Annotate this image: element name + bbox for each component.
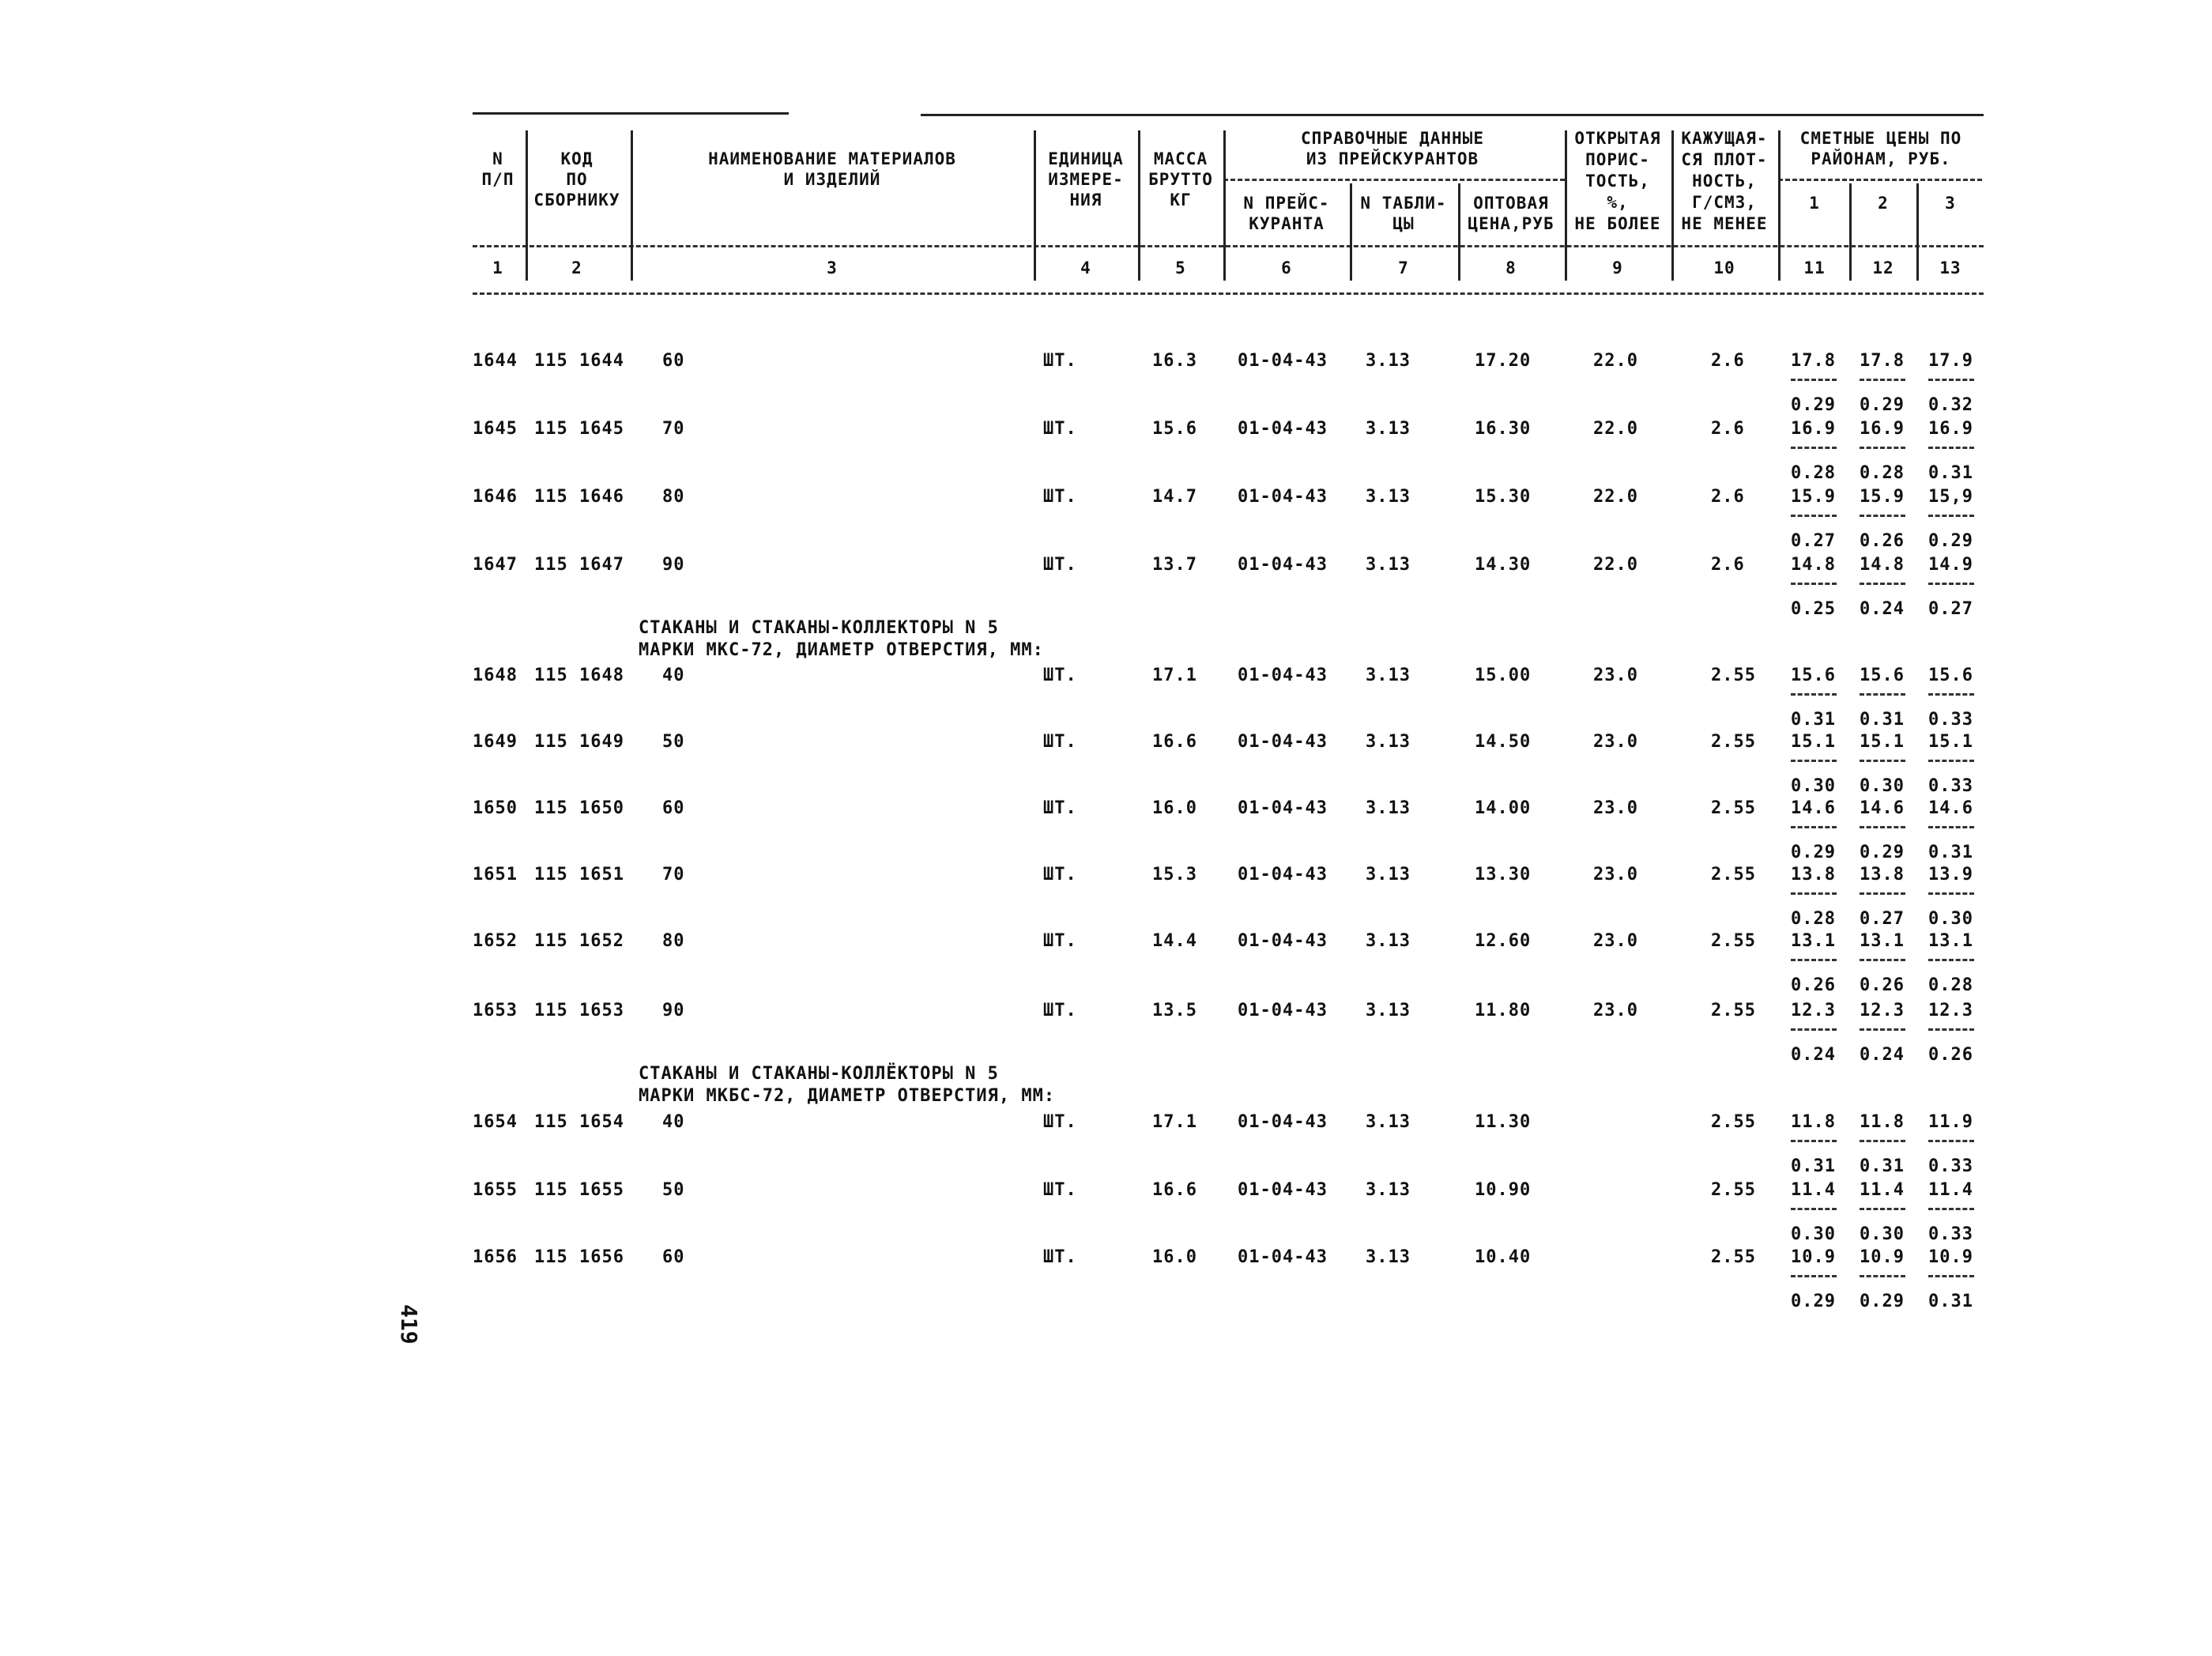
cell-z2: 13.1 bbox=[1860, 931, 1905, 951]
fraction-bar bbox=[1791, 892, 1837, 895]
cell-s1: 0.28 bbox=[1791, 909, 1836, 929]
cell-mass: 16.0 bbox=[1152, 798, 1197, 818]
cell-unit: ШТ. bbox=[1043, 1112, 1077, 1132]
cell-s3: 0.28 bbox=[1928, 975, 1973, 995]
cell-table: 3.13 bbox=[1366, 351, 1411, 371]
cell-unit: ШТ. bbox=[1043, 351, 1077, 371]
cell-s3: 0.31 bbox=[1928, 843, 1973, 862]
fraction-bar bbox=[1860, 515, 1905, 517]
cell-z3: 12.3 bbox=[1928, 1001, 1973, 1020]
cell-mass: 14.4 bbox=[1152, 931, 1197, 951]
cell-porosity: 22.0 bbox=[1593, 555, 1638, 575]
cell-s2: 0.27 bbox=[1860, 909, 1905, 929]
fraction-bar bbox=[1791, 447, 1837, 449]
cell-name: 60 bbox=[662, 351, 685, 371]
cell-z3: 11.4 bbox=[1928, 1180, 1973, 1200]
cell-z2: 14.8 bbox=[1860, 555, 1905, 575]
cell-unit: ШТ. bbox=[1043, 666, 1077, 685]
cell-kod: 115 1652 bbox=[534, 931, 624, 951]
cell-wholesale: 14.50 bbox=[1475, 732, 1532, 752]
cell-porosity: 23.0 bbox=[1593, 732, 1638, 752]
cell-table: 3.13 bbox=[1366, 419, 1411, 439]
cell-z3: 15.1 bbox=[1928, 732, 1973, 752]
fraction-bar bbox=[1791, 760, 1837, 762]
fraction-bar bbox=[1928, 447, 1974, 449]
cell-wholesale: 13.30 bbox=[1475, 865, 1532, 885]
cell-n: 1649 bbox=[473, 732, 518, 752]
cell-density: 2.6 bbox=[1711, 555, 1745, 575]
cell-density: 2.6 bbox=[1711, 487, 1745, 507]
fraction-bar bbox=[1791, 959, 1837, 961]
cell-kod: 115 1646 bbox=[534, 487, 624, 507]
cell-density: 2.55 bbox=[1711, 666, 1756, 685]
cell-z1: 12.3 bbox=[1791, 1001, 1836, 1020]
cell-unit: ШТ. bbox=[1043, 419, 1077, 439]
header-col-porosity: ОТКРЫТАЯ ПОРИС- ТОСТЬ, %, НЕ БОЛЕЕ bbox=[1574, 129, 1661, 233]
column-number: 13 bbox=[1939, 258, 1961, 277]
col-sep bbox=[526, 130, 528, 281]
header-sub-rule bbox=[473, 245, 1984, 247]
cell-wholesale: 10.90 bbox=[1475, 1180, 1532, 1200]
cell-name: 90 bbox=[662, 1001, 685, 1020]
cell-s3: 0.33 bbox=[1928, 1156, 1973, 1176]
cell-table: 3.13 bbox=[1366, 931, 1411, 951]
cell-s3: 0.31 bbox=[1928, 463, 1973, 483]
cell-porosity: 22.0 bbox=[1593, 419, 1638, 439]
col-sep bbox=[1138, 130, 1140, 281]
cell-unit: ШТ. bbox=[1043, 487, 1077, 507]
cell-n: 1656 bbox=[473, 1247, 518, 1267]
cell-z2: 11.4 bbox=[1860, 1180, 1905, 1200]
cell-z3: 15.6 bbox=[1928, 666, 1973, 685]
fraction-bar bbox=[1860, 447, 1905, 449]
cell-n: 1652 bbox=[473, 931, 518, 951]
cell-density: 2.55 bbox=[1711, 1112, 1756, 1132]
fraction-bar bbox=[1928, 515, 1974, 517]
cell-kod: 115 1655 bbox=[534, 1180, 624, 1200]
cell-density: 2.55 bbox=[1711, 1180, 1756, 1200]
page-number: 419 bbox=[396, 1304, 422, 1345]
cell-z3: 13.1 bbox=[1928, 931, 1973, 951]
cell-porosity: 22.0 bbox=[1593, 487, 1638, 507]
cell-s1: 0.31 bbox=[1791, 710, 1836, 730]
header-group-zones: СМЕТНЫЕ ЦЕНЫ ПО РАЙОНАМ, РУБ. bbox=[1799, 129, 1962, 168]
cell-n: 1653 bbox=[473, 1001, 518, 1020]
fraction-bar bbox=[1791, 1275, 1837, 1277]
header-zone-3: 3 bbox=[1945, 194, 1956, 213]
cell-n: 1648 bbox=[473, 666, 518, 685]
cell-s2: 0.29 bbox=[1860, 395, 1905, 415]
header-top-rule-left bbox=[473, 112, 789, 115]
header-col-density: КАЖУЩАЯ- СЯ ПЛОТ- НОСТЬ, Г/СМ3, НЕ МЕНЕЕ bbox=[1681, 129, 1768, 233]
cell-z1: 11.4 bbox=[1791, 1180, 1836, 1200]
cell-kod: 115 1651 bbox=[534, 865, 624, 885]
fraction-bar bbox=[1928, 583, 1974, 585]
cell-name: 40 bbox=[662, 1112, 685, 1132]
cell-name: 80 bbox=[662, 487, 685, 507]
cell-mass: 15.3 bbox=[1152, 865, 1197, 885]
cell-density: 2.6 bbox=[1711, 419, 1745, 439]
column-number: 1 bbox=[492, 258, 503, 277]
column-number: 5 bbox=[1175, 258, 1186, 277]
fraction-bar bbox=[1928, 760, 1974, 762]
cell-price-list: 01-04-43 bbox=[1238, 1112, 1328, 1132]
cell-s1: 0.30 bbox=[1791, 776, 1836, 796]
cell-wholesale: 16.30 bbox=[1475, 419, 1532, 439]
cell-porosity: 23.0 bbox=[1593, 666, 1638, 685]
cell-z2: 15.1 bbox=[1860, 732, 1905, 752]
col-sep bbox=[1223, 130, 1226, 281]
cell-s2: 0.31 bbox=[1860, 710, 1905, 730]
cell-z3: 14.6 bbox=[1928, 798, 1973, 818]
header-mid-rule-zones bbox=[1778, 179, 1982, 181]
cell-mass: 17.1 bbox=[1152, 1112, 1197, 1132]
cell-z2: 15.6 bbox=[1860, 666, 1905, 685]
cell-z1: 15.1 bbox=[1791, 732, 1836, 752]
fraction-bar bbox=[1928, 826, 1974, 828]
column-number: 4 bbox=[1080, 258, 1091, 277]
cell-table: 3.13 bbox=[1366, 555, 1411, 575]
cell-wholesale: 14.00 bbox=[1475, 798, 1532, 818]
cell-wholesale: 12.60 bbox=[1475, 931, 1532, 951]
column-number: 7 bbox=[1398, 258, 1409, 277]
cell-z1: 16.9 bbox=[1791, 419, 1836, 439]
cell-s2: 0.29 bbox=[1860, 1292, 1905, 1311]
cell-table: 3.13 bbox=[1366, 798, 1411, 818]
cell-s2: 0.28 bbox=[1860, 463, 1905, 483]
cell-z3: 11.9 bbox=[1928, 1112, 1973, 1132]
cell-z3: 10.9 bbox=[1928, 1247, 1973, 1267]
cell-s1: 0.30 bbox=[1791, 1224, 1836, 1244]
cell-kod: 115 1653 bbox=[534, 1001, 624, 1020]
cell-name: 90 bbox=[662, 555, 685, 575]
fraction-bar bbox=[1928, 693, 1974, 696]
cell-unit: ШТ. bbox=[1043, 1001, 1077, 1020]
cell-kod: 115 1649 bbox=[534, 732, 624, 752]
cell-s3: 0.27 bbox=[1928, 599, 1973, 619]
col-sep bbox=[1458, 183, 1460, 281]
cell-s3: 0.31 bbox=[1928, 1292, 1973, 1311]
cell-mass: 13.5 bbox=[1152, 1001, 1197, 1020]
cell-table: 3.13 bbox=[1366, 1247, 1411, 1267]
cell-name: 50 bbox=[662, 732, 685, 752]
cell-unit: ШТ. bbox=[1043, 1247, 1077, 1267]
cell-kod: 115 1647 bbox=[534, 555, 624, 575]
cell-z1: 10.9 bbox=[1791, 1247, 1836, 1267]
col-sep bbox=[1565, 130, 1567, 281]
fraction-bar bbox=[1928, 892, 1974, 895]
section-heading: СТАКАНЫ И СТАКАНЫ-КОЛЛЕКТОРЫ N 5 bbox=[639, 618, 999, 638]
cell-table: 3.13 bbox=[1366, 666, 1411, 685]
header-col-code: КОД ПО СБОРНИКУ bbox=[533, 149, 620, 209]
cell-porosity: 23.0 bbox=[1593, 865, 1638, 885]
column-number: 11 bbox=[1803, 258, 1826, 277]
fraction-bar bbox=[1860, 760, 1905, 762]
cell-z1: 15.6 bbox=[1791, 666, 1836, 685]
fraction-bar bbox=[1860, 1208, 1905, 1210]
cell-n: 1650 bbox=[473, 798, 518, 818]
cell-n: 1644 bbox=[473, 351, 518, 371]
section-heading: МАРКИ МКБС-72, ДИАМЕТР ОТВЕРСТИЯ, ММ: bbox=[639, 1086, 1056, 1106]
cell-z3: 15,9 bbox=[1928, 487, 1973, 507]
cell-density: 2.55 bbox=[1711, 931, 1756, 951]
cell-s1: 0.29 bbox=[1791, 1292, 1836, 1311]
cell-mass: 16.3 bbox=[1152, 351, 1197, 371]
cell-s1: 0.29 bbox=[1791, 395, 1836, 415]
cell-s2: 0.26 bbox=[1860, 531, 1905, 551]
cell-name: 60 bbox=[662, 798, 685, 818]
cell-kod: 115 1648 bbox=[534, 666, 624, 685]
cell-z1: 13.8 bbox=[1791, 865, 1836, 885]
cell-s3: 0.30 bbox=[1928, 909, 1973, 929]
cell-price-list: 01-04-43 bbox=[1238, 487, 1328, 507]
col-sep bbox=[631, 130, 633, 281]
cell-unit: ШТ. bbox=[1043, 555, 1077, 575]
cell-s1: 0.31 bbox=[1791, 1156, 1836, 1176]
cell-name: 70 bbox=[662, 865, 685, 885]
cell-price-list: 01-04-43 bbox=[1238, 555, 1328, 575]
header-col-mass: МАССА БРУТТО КГ bbox=[1148, 149, 1213, 209]
cell-s1: 0.29 bbox=[1791, 843, 1836, 862]
cell-mass: 15.6 bbox=[1152, 419, 1197, 439]
column-number: 9 bbox=[1612, 258, 1623, 277]
cell-table: 3.13 bbox=[1366, 1001, 1411, 1020]
cell-porosity: 22.0 bbox=[1593, 351, 1638, 371]
cell-wholesale: 15.30 bbox=[1475, 487, 1532, 507]
cell-wholesale: 14.30 bbox=[1475, 555, 1532, 575]
cell-price-list: 01-04-43 bbox=[1238, 732, 1328, 752]
fraction-bar bbox=[1791, 583, 1837, 585]
col-sep bbox=[1778, 130, 1781, 281]
cell-price-list: 01-04-43 bbox=[1238, 931, 1328, 951]
cell-unit: ШТ. bbox=[1043, 798, 1077, 818]
cell-density: 2.55 bbox=[1711, 1247, 1756, 1267]
cell-z2: 14.6 bbox=[1860, 798, 1905, 818]
cell-kod: 115 1645 bbox=[534, 419, 624, 439]
fraction-bar bbox=[1860, 959, 1905, 961]
section-heading: СТАКАНЫ И СТАКАНЫ-КОЛЛЁКТОРЫ N 5 bbox=[639, 1064, 999, 1084]
cell-unit: ШТ. bbox=[1043, 865, 1077, 885]
cell-wholesale: 11.80 bbox=[1475, 1001, 1532, 1020]
cell-mass: 17.1 bbox=[1152, 666, 1197, 685]
cell-s1: 0.27 bbox=[1791, 531, 1836, 551]
cell-z1: 15.9 bbox=[1791, 487, 1836, 507]
fraction-bar bbox=[1791, 693, 1837, 696]
cell-n: 1645 bbox=[473, 419, 518, 439]
fraction-bar bbox=[1791, 1208, 1837, 1210]
column-number: 6 bbox=[1281, 258, 1292, 277]
cell-z2: 12.3 bbox=[1860, 1001, 1905, 1020]
cell-mass: 16.6 bbox=[1152, 1180, 1197, 1200]
cell-table: 3.13 bbox=[1366, 865, 1411, 885]
cell-s2: 0.31 bbox=[1860, 1156, 1905, 1176]
cell-name: 60 bbox=[662, 1247, 685, 1267]
cell-z1: 14.8 bbox=[1791, 555, 1836, 575]
fraction-bar bbox=[1860, 693, 1905, 696]
cell-z3: 16.9 bbox=[1928, 419, 1973, 439]
cell-s3: 0.33 bbox=[1928, 710, 1973, 730]
section-heading: МАРКИ МКС-72, ДИАМЕТР ОТВЕРСТИЯ, ММ: bbox=[639, 640, 1044, 660]
cell-s1: 0.24 bbox=[1791, 1045, 1836, 1065]
fraction-bar bbox=[1791, 379, 1837, 381]
header-zone-2: 2 bbox=[1878, 194, 1889, 213]
cell-s2: 0.29 bbox=[1860, 843, 1905, 862]
cell-name: 40 bbox=[662, 666, 685, 685]
cell-density: 2.55 bbox=[1711, 798, 1756, 818]
cell-s2: 0.30 bbox=[1860, 776, 1905, 796]
cell-n: 1654 bbox=[473, 1112, 518, 1132]
fraction-bar bbox=[1928, 379, 1974, 381]
cell-price-list: 01-04-43 bbox=[1238, 351, 1328, 371]
cell-price-list: 01-04-43 bbox=[1238, 865, 1328, 885]
cell-z1: 13.1 bbox=[1791, 931, 1836, 951]
cell-mass: 14.7 bbox=[1152, 487, 1197, 507]
cell-name: 80 bbox=[662, 931, 685, 951]
header-col-table: N ТАБЛИ- ЦЫ bbox=[1360, 194, 1447, 233]
column-number: 2 bbox=[571, 258, 582, 277]
col-sep bbox=[1034, 130, 1036, 281]
header-zone-1: 1 bbox=[1809, 194, 1820, 213]
cell-wholesale: 11.30 bbox=[1475, 1112, 1532, 1132]
cell-price-list: 01-04-43 bbox=[1238, 1001, 1328, 1020]
fraction-bar bbox=[1791, 515, 1837, 517]
cell-n: 1651 bbox=[473, 865, 518, 885]
fraction-bar bbox=[1791, 826, 1837, 828]
cell-density: 2.55 bbox=[1711, 1001, 1756, 1020]
cell-porosity: 23.0 bbox=[1593, 798, 1638, 818]
fraction-bar bbox=[1791, 1140, 1837, 1142]
cell-kod: 115 1650 bbox=[534, 798, 624, 818]
cell-mass: 13.7 bbox=[1152, 555, 1197, 575]
cell-s3: 0.26 bbox=[1928, 1045, 1973, 1065]
cell-kod: 115 1654 bbox=[534, 1112, 624, 1132]
col-sep bbox=[1849, 183, 1852, 281]
cell-unit: ШТ. bbox=[1043, 931, 1077, 951]
header-col-number: N П/П bbox=[481, 149, 514, 189]
cell-s1: 0.26 bbox=[1791, 975, 1836, 995]
col-sep bbox=[1916, 183, 1919, 281]
cell-name: 50 bbox=[662, 1180, 685, 1200]
fraction-bar bbox=[1860, 1275, 1905, 1277]
cell-wholesale: 10.40 bbox=[1475, 1247, 1532, 1267]
cell-mass: 16.6 bbox=[1152, 732, 1197, 752]
cell-z3: 14.9 bbox=[1928, 555, 1973, 575]
cell-price-list: 01-04-43 bbox=[1238, 1180, 1328, 1200]
column-number: 10 bbox=[1713, 258, 1735, 277]
cell-unit: ШТ. bbox=[1043, 1180, 1077, 1200]
cell-s2: 0.26 bbox=[1860, 975, 1905, 995]
header-col-name: НАИМЕНОВАНИЕ МАТЕРИАЛОВ И ИЗДЕЛИЙ bbox=[708, 149, 956, 189]
cell-unit: ШТ. bbox=[1043, 732, 1077, 752]
fraction-bar bbox=[1928, 959, 1974, 961]
cell-z2: 15.9 bbox=[1860, 487, 1905, 507]
col-sep bbox=[1350, 183, 1352, 281]
cell-z1: 17.8 bbox=[1791, 351, 1836, 371]
cell-table: 3.13 bbox=[1366, 1180, 1411, 1200]
cell-kod: 115 1656 bbox=[534, 1247, 624, 1267]
cell-table: 3.13 bbox=[1366, 487, 1411, 507]
fraction-bar bbox=[1860, 1028, 1905, 1031]
fraction-bar bbox=[1928, 1028, 1974, 1031]
column-number: 8 bbox=[1505, 258, 1517, 277]
fraction-bar bbox=[1860, 826, 1905, 828]
cell-s2: 0.30 bbox=[1860, 1224, 1905, 1244]
cell-z2: 16.9 bbox=[1860, 419, 1905, 439]
cell-density: 2.6 bbox=[1711, 351, 1745, 371]
cell-s2: 0.24 bbox=[1860, 1045, 1905, 1065]
fraction-bar bbox=[1791, 1028, 1837, 1031]
cell-n: 1646 bbox=[473, 487, 518, 507]
fraction-bar bbox=[1928, 1140, 1974, 1142]
cell-wholesale: 17.20 bbox=[1475, 351, 1532, 371]
cell-s3: 0.33 bbox=[1928, 1224, 1973, 1244]
cell-z2: 11.8 bbox=[1860, 1112, 1905, 1132]
cell-z3: 13.9 bbox=[1928, 865, 1973, 885]
fraction-bar bbox=[1928, 1208, 1974, 1210]
cell-z2: 13.8 bbox=[1860, 865, 1905, 885]
cell-wholesale: 15.00 bbox=[1475, 666, 1532, 685]
cell-s3: 0.29 bbox=[1928, 531, 1973, 551]
cell-z2: 10.9 bbox=[1860, 1247, 1905, 1267]
cell-table: 3.13 bbox=[1366, 732, 1411, 752]
fraction-bar bbox=[1860, 583, 1905, 585]
fraction-bar bbox=[1928, 1275, 1974, 1277]
header-group-reference: СПРАВОЧНЫЕ ДАННЫЕ ИЗ ПРЕЙСКУРАНТОВ bbox=[1301, 129, 1484, 168]
cell-porosity: 23.0 bbox=[1593, 931, 1638, 951]
cell-table: 3.13 bbox=[1366, 1112, 1411, 1132]
cell-n: 1647 bbox=[473, 555, 518, 575]
header-col-wholesale: ОПТОВАЯ ЦЕНА,РУБ bbox=[1468, 194, 1554, 233]
column-number: 12 bbox=[1872, 258, 1894, 277]
cell-mass: 16.0 bbox=[1152, 1247, 1197, 1267]
cell-s1: 0.25 bbox=[1791, 599, 1836, 619]
cell-z1: 11.8 bbox=[1791, 1112, 1836, 1132]
cell-z1: 14.6 bbox=[1791, 798, 1836, 818]
fraction-bar bbox=[1860, 379, 1905, 381]
cell-price-list: 01-04-43 bbox=[1238, 666, 1328, 685]
cell-price-list: 01-04-43 bbox=[1238, 798, 1328, 818]
header-col-price-list: N ПРЕЙС- КУРАНТА bbox=[1243, 194, 1330, 233]
cell-s1: 0.28 bbox=[1791, 463, 1836, 483]
header-top-rule-right bbox=[921, 114, 1984, 116]
cell-density: 2.55 bbox=[1711, 732, 1756, 752]
cell-s3: 0.32 bbox=[1928, 395, 1973, 415]
fraction-bar bbox=[1860, 1140, 1905, 1142]
column-number: 3 bbox=[827, 258, 838, 277]
cell-kod: 115 1644 bbox=[534, 351, 624, 371]
cell-price-list: 01-04-43 bbox=[1238, 1247, 1328, 1267]
header-bottom-rule bbox=[473, 292, 1984, 295]
cell-n: 1655 bbox=[473, 1180, 518, 1200]
cell-z2: 17.8 bbox=[1860, 351, 1905, 371]
header-mid-rule-ref bbox=[1223, 179, 1565, 181]
fraction-bar bbox=[1860, 892, 1905, 895]
cell-name: 70 bbox=[662, 419, 685, 439]
cell-s3: 0.33 bbox=[1928, 776, 1973, 796]
col-sep bbox=[1671, 130, 1674, 281]
cell-price-list: 01-04-43 bbox=[1238, 419, 1328, 439]
cell-porosity: 23.0 bbox=[1593, 1001, 1638, 1020]
cell-s2: 0.24 bbox=[1860, 599, 1905, 619]
header-col-unit: ЕДИНИЦА ИЗМЕРЕ- НИЯ bbox=[1048, 149, 1124, 209]
cell-density: 2.55 bbox=[1711, 865, 1756, 885]
cell-z3: 17.9 bbox=[1928, 351, 1973, 371]
